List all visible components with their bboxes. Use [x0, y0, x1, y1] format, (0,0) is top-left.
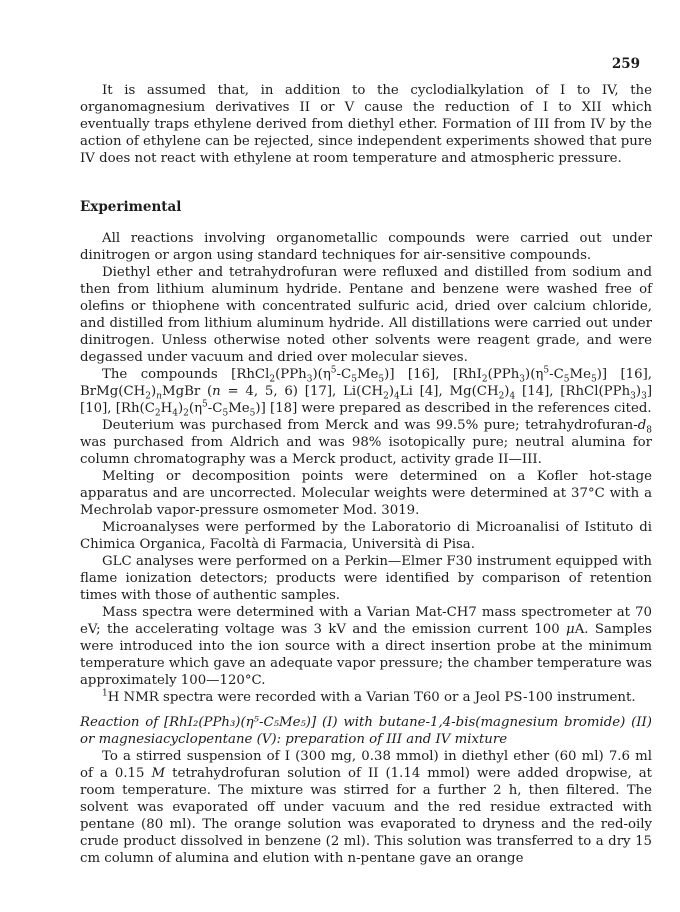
experimental-paragraph-1: All reactions involving organometallic compounds were carried out under dinitrogen or argon using standard techniques for air-sensitive compounds. — [80, 231, 652, 263]
reaction-paragraph-1: To a stirred suspension of I (300 mg, 0.38 mmol) in diethyl ether (60 ml) 7.6 ml of a 0.15 M tetrahydrofuran solution of II (1.14 mmol) were added dropwise, at room temperature. The mixture was stirred for a further 2 h, then filtered. The solvent was evaporated off under vacuum and the red residue extracted with pentane (80 ml). The orange solution was evaporated to dryness and the red-oily crude product dissolved in benzene (2 ml). This solution was transferred to a dry 15 cm column of alumina and elution with n-pentane gave an orange — [80, 749, 652, 866]
experimental-section — [80, 230, 652, 706]
experimental-paragraph-9: $^1$H NMR spectra were recorded with a Varian T60 or a Jeol PS-100 instrument. — [102, 688, 636, 705]
reaction-heading-block — [80, 714, 652, 748]
experimental-paragraph-8: Mass spectra were determined with a Varian Mat-CH7 mass spectrometer at 70 eV; the accelerating voltage was 3 kV and the emission current 100 μA. Samples were introduced into the ion source with a direct insertion probe at the minimum temperature which gave an adequate vapor pressure; the chamber temperature was approximately 100—120°C. — [80, 605, 652, 688]
experimental-paragraph-3: The compounds $[RhCl_2(PPh_3)(\eta^5-C_5Me_5)]$ [16], $[RhI_2(PPh_3)(\eta^5-C_5Me_5)]$ [16], $BrMg(CH_2)_nMgBr$ (n = 4, 5, 6) [17], $Li(CH_2)_4Li$ [4], $Mg(CH_2)_4$ [14], $[RhCl(PPh_3)_3]$ [10], $[Rh(C_2H_4)_2(\eta^5-C_5Me_5)]$ [18] were prepared as described in the references cited. — [80, 365, 653, 419]
intro-section — [80, 82, 652, 167]
reaction-section — [80, 748, 652, 867]
experimental-heading-block — [80, 199, 652, 216]
experimental-paragraph-5: Melting or decomposition points were determined on a Kofler hot-stage apparatus and are uncorrected. Molecular weights were determined at 37°C with a Mechrolab vapor-pressure osmometer Mod. 3019. — [80, 469, 652, 518]
experimental-paragraph-7: GLC analyses were performed on a Perkin—Elmer F30 instrument equipped with flame ionization detectors; products were identified by comparison of retention times with those of authentic samples. — [80, 554, 652, 603]
intro-paragraph: It is assumed that, in addition to the cyclodialkylation of I to IV, the organomagnesium derivatives II or V cause the reduction of I to XII which eventually traps ethylene derived from diethyl ether. Formation of III from IV by the action of ethylene can be rejected, since independent experiments showed that pure IV does not react with ethylene at room temperature and atmospheric pressure. — [80, 83, 652, 166]
reaction-heading: Reaction of [RhI₂(PPh₃)(η⁵-C₅Me₅)] (I) with butane-1,4-bis(magnesium bromide) (II) or magnesiacyclopentane (V): preparation of III and IV mixture — [80, 715, 652, 747]
experimental-paragraph-6: Microanalyses were performed by the Laboratorio di Microanalisi of Istituto di Chimica Organica, Facoltà di Farmacia, Università di Pisa. — [80, 520, 652, 552]
experimental-paragraph-4: Deuterium was purchased from Merck and was 99.5% pure; tetrahydrofuran-$d_8$ was purchased from Aldrich and was 98% isotopically pure; neutral alumina for column chromatography was a Merck product, activity grade II—III. — [80, 418, 652, 467]
experimental-heading: Experimental — [80, 199, 182, 215]
page-number: 259 — [611, 56, 640, 72]
experimental-paragraph-2: Diethyl ether and tetrahydrofuran were refluxed and distilled from sodium and then from lithium aluminum hydride. Pentane and benzene were washed free of olefins or thiophene with concentrated sulfuric acid, dried over calcium chloride, and distilled from lithium aluminum hydride. All distillations were carried out under dinitrogen. Unless otherwise noted other solvents were reagent grade, and were degassed under vacuum and dried over molecular sieves. — [80, 265, 652, 365]
